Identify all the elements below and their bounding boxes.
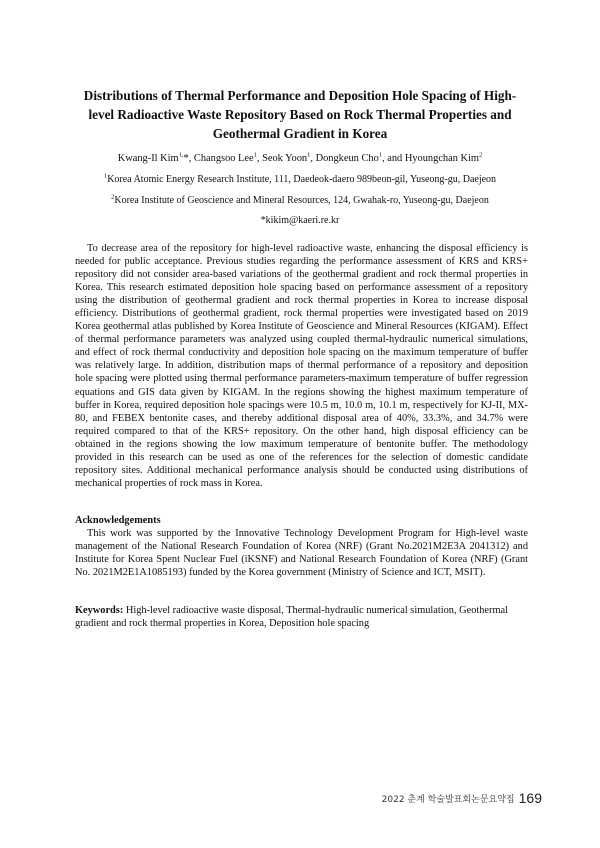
- affiliation-1: [40, 173, 560, 187]
- paper-title: Distributions of Thermal Performance and Deposition Hole Spacing of High-level Radioactive Waste Repository Based on Rock Thermal Properties and Geothermal Gradient in Korea: [83, 88, 517, 141]
- corresponding-author-mark: *: [183, 153, 189, 164]
- author-separator: ,: [188, 153, 194, 164]
- keywords-section: [75, 604, 528, 630]
- affiliation-2: [40, 194, 560, 208]
- affiliation-mark: 1: [103, 172, 108, 180]
- author-affiliation-mark: 1: [253, 151, 257, 159]
- author-separator: ,: [310, 153, 316, 164]
- author-separator: ,: [256, 153, 263, 164]
- page-number: 169: [518, 790, 542, 806]
- proceedings-title: 2022 춘계 학술발표회논문요약집: [381, 795, 515, 805]
- author-affiliation-mark: 2: [479, 151, 483, 159]
- author-affiliation-mark: 1: [378, 151, 383, 159]
- acknowledgements-heading: Acknowledgements: [75, 515, 161, 526]
- corresponding-email: *kikim@kaeri.re.kr: [260, 215, 340, 226]
- author-affiliation-mark: 1,: [178, 151, 184, 159]
- author-name: Seok Yoon: [262, 153, 308, 164]
- affiliation-text: Korea Atomic Energy Research Institute, 111, Daedeok-daero 989beon-gil, Yuseong-gu, Daejeon: [107, 174, 497, 185]
- author-affiliation-mark: 1: [307, 151, 311, 159]
- page-footer: [382, 790, 542, 806]
- author-list: [60, 152, 540, 166]
- author-separator: , and: [382, 153, 405, 164]
- keywords-text: High-level radioactive waste disposal, Thermal-hydraulic numerical simulation, Geothermal gradient and rock thermal properties in Korea, Deposition hole spacing: [75, 605, 508, 630]
- author-name: Hyoungchan Kim: [404, 153, 480, 164]
- acknowledgements-text: This work was supported by the Innovative Technology Development Program for High-level waste management of the National Research Foundation of Korea (NRF) (Grant No.2021M2E3A 2041312) and Institute for Korea Spent Nuclear Fuel (iKSNF) and National Research Foundation of Korea (NRF) (Grant No. 2021M2E1A1085193) funded by the Korea government (Ministry of Science and ICT, MSIT).: [75, 528, 528, 579]
- abstract-text: To decrease area of the repository for high-level radioactive waste, enhancing the disposal efficiency is needed for public acceptance. Previous studies regarding the performance assessment of KRS and KRS+ repository did not consider area-based variations of the geothermal gradient and rock thermal properties in Korea. This research estimated deposition hole spacing based on performance assessment of a repository using the distribution of geothermal gradient and rock thermal properties in Korea to increase disposal efficiency. Distributions of geothermal gradient, rock thermal properties were investigated based on 2019 Korea geothermal atlas published by Korea Institute of Geoscience and Mineral Resources (KIGAM). Effect of thermal performance parameters was analyzed using coupled thermal-hydraulic numerical simulations, and effect of rock thermal conductivity and deposition hole spacing on the maximum temperature of buffer was relatively large. In addition, distribution maps of thermal performance of a repository and deposition hole spacing were plotted using thermal performance parameters-maximum temperature of buffer regression equations and GIS data given by KIGAM. In the regions showing the highest maximum temperature of buffer in Korea, required deposition hole spacings were 10.5 m, 10.0 m, 10.1 m, respectively for KJ-II, MX-80, and FEBEX bentonite cases, and thereby additional disposal area of 40%, 33.3%, and 34.7% were required compared to that of the KRS+ repository. On the other hand, high disposal efficiency can be obtained in the regions showing the low maximum temperature of bentonite buffer. The methodology provided in this research can be used as one of the references for the selection of domestic candidate repository sites. Additional mechanical performance analysis should be conducted using distributions of mechanical properties of rock mass in Korea.: [75, 243, 528, 489]
- affiliation-mark: 2: [111, 193, 115, 201]
- affiliation-text: Korea Institute of Geoscience and Mineral Resources, 124, Gwahak-ro, Yuseong-gu, Daejeon: [114, 195, 489, 206]
- author-name: Changsoo Lee: [193, 153, 254, 164]
- keywords-label: Keywords:: [75, 605, 124, 616]
- author-name: Kwang-Il Kim: [117, 153, 179, 164]
- author-name: Dongkeun Cho: [315, 153, 379, 164]
